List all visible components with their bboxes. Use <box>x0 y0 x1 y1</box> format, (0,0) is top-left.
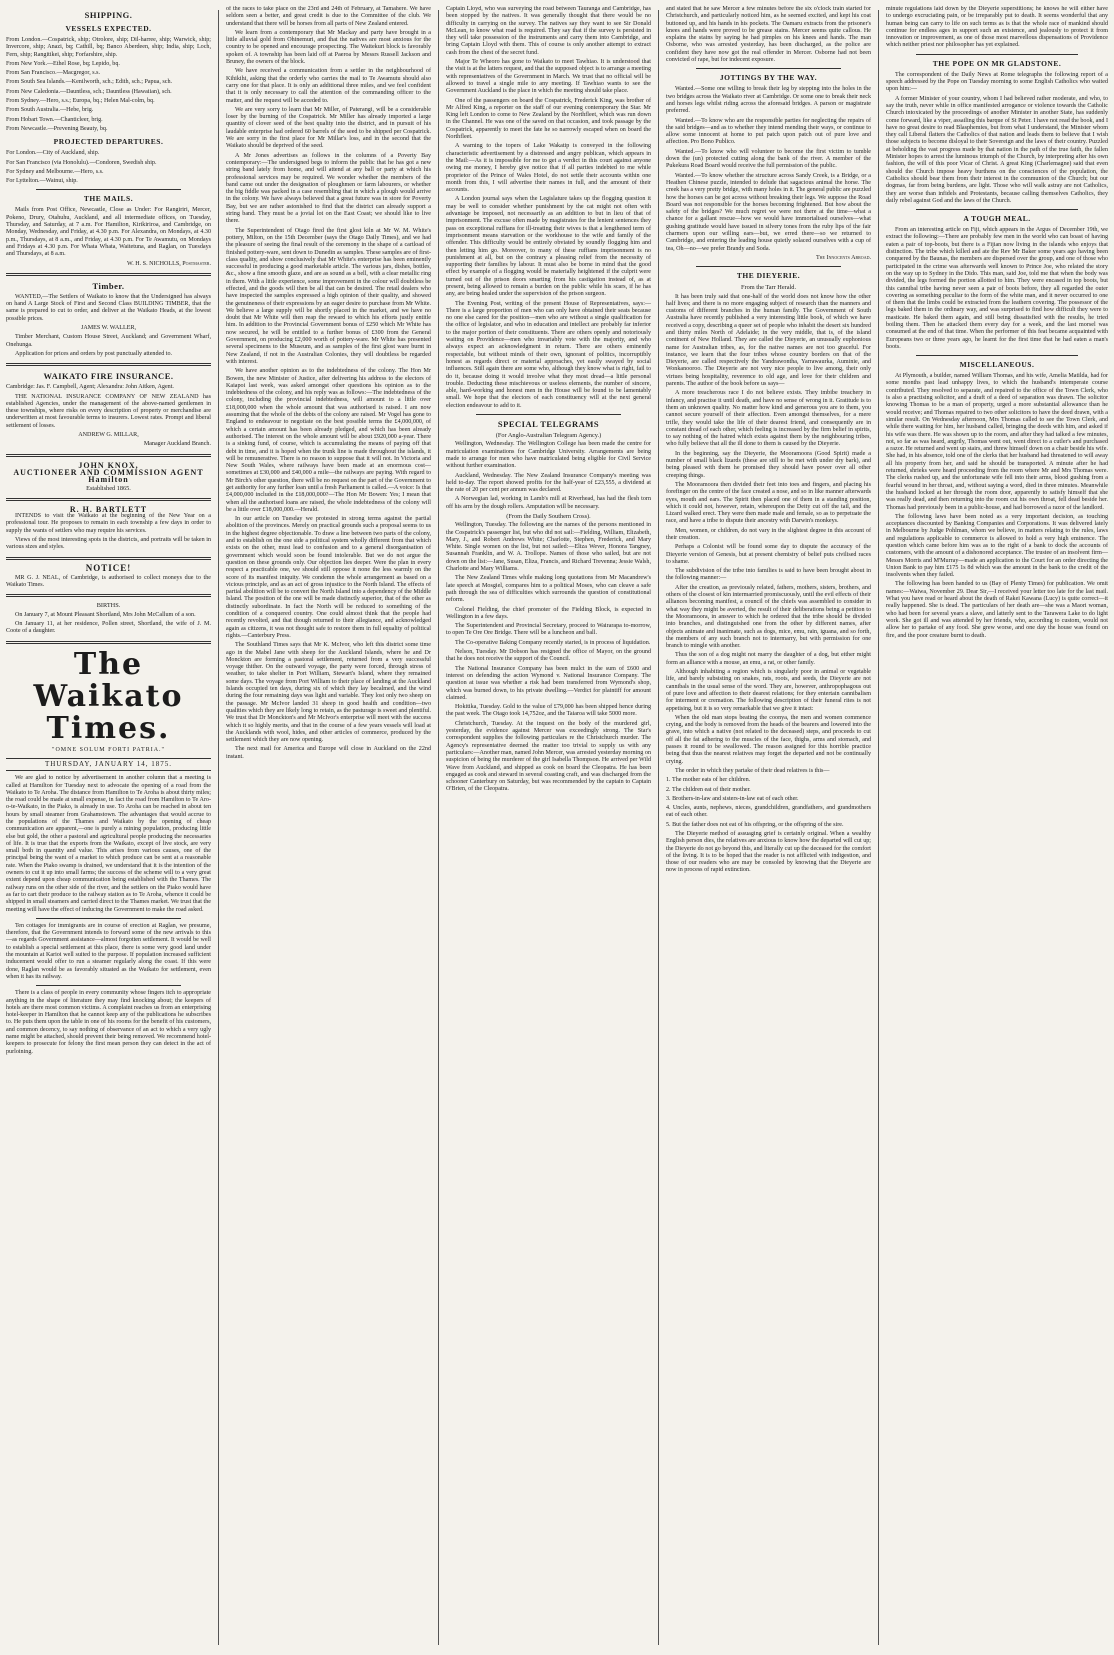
bartlett-text: INTENDS to visit the Waikato at the beginning of the New Year on a professional tour. He proposes to remain in each township a few days in order to supply the wants of settlers who may require his services. <box>6 513 211 534</box>
column-rule <box>658 10 659 1645</box>
article-paragraph: The following laws have been noted as a very important decision, as touching acceptances discounted by Banking Companies and Corporations. It was delivered lately in Melbourne by Judge Pohlman, whom we believe, in matters relating to the rules, laws and regulations applicable to commerce is allowed to hold a very high eminence. The question which came before him was as to the right of a bank to dock the accounts of customers, with the amount of a dishonored acceptance. The trustee of an insolvent firm—Messrs Morris and M'Murray—made an application to the Court for an order directing the Union Bank to pay him £175 1s 8d which was the amount in the bank to the credit of the insolvents when they failed. <box>886 513 1108 579</box>
divider <box>916 209 1078 210</box>
article-paragraph: The Southland Times says that Mr K. McIvor, who left this district some time ago in the Mabel Jane with sheep for the Auckland Islands, where he and Dr Monckton are forming a pastoral settlement, returned from a very successful voyage thither. On the outward voyage, the party were forced, through stress of weather, to take shelter in Port William, Stewart's Island, where they remained some days. The voyage from Port William to their place of landing at the Auckland Islands occupied ten days, during six of which they lay becalmed, and the wind during the four remaining days was light and variable. They lost only two sheep on the passage. Mr McIvor landed 31 sheep in good health and condition—two qualities which they are likely long to retain, as the pasturage is sweet and plentiful. We trust that Dr Monckton's and Mr McIvor's enterprise will meet with the success which it so highly merits, and that in the course of a few years vessels will load at the Aucklands with wool, hides, and other articles of commerce, produced by the settlement which they are now opening. <box>226 642 431 744</box>
column-5 <box>886 6 1108 1649</box>
meal-heading: A TOUGH MEAL. <box>963 214 1031 224</box>
knox-name: JOHN KNOX, <box>78 460 139 470</box>
vessel-line: From South Australia.—Hebe, brig. <box>6 107 94 114</box>
column-rule <box>218 10 219 1645</box>
vessel-line: From San Francisco.—Macgregor, s.s. <box>6 70 101 77</box>
fire-name: ANDREW G. MILLAR, <box>78 431 139 438</box>
departure-line: For Lyttelton.—Wainui, ship. <box>6 178 78 185</box>
telegram-item: The Superintendent and Provincial Secretary, proceed to Wairarapa to-morrow, to open Te Ore Ore Bridge. There will be a luncheon and ball. <box>446 623 651 637</box>
fire-detail: Manager Auckland Branch. <box>143 441 211 448</box>
editorial-paragraph: Ten cottages for immigrants are in course of erection at Raglan, we presume, therefore, that the Government intends to forward some of the new arrivals to this—as regards Government assistance—almost forgotten settlement. It would be well to establish a special settlement at this place, there is some very good land under the mountain at Karioi well suited to the purpose. If population increased sufficient inducement would offer to run a steamer regularly along the coast. If this were done, Raglan would be as favorably situated as the Waikato for settlement, even when it has its railway. <box>6 922 211 980</box>
departure-line: For Sydney and Melbourne.—Hero, s.s. <box>6 168 104 175</box>
column-rule <box>438 10 439 1645</box>
article-paragraph: We have received a communication from a settler in the neighbourhood of Kihikihi, asking that the orderly who carries the mail to Te Awamutu should also carry one for that place. It is only an additional three miles, and we feel confident that it is only necessary to call the attention of the commanding officer to the matter, and the request will be acceded to. <box>226 68 431 104</box>
article-paragraph: and stated that he saw Mercer a few minutes before the six o'clock train started for Christchurch, and particularly noticed him, as he seemed excited, and kept his coat buttoned up, and his hands in his pockets. The Oamaru extracts from the prisoner's knees and hands were proved to be grease stains. Mercer seems quite callous. He explains the stains by saying he had pimples on his knees and hands. The man Osborne, who was arrested yesterday, has been discharged, as the police are confident they have now got the real offender in Mercer. Osborne had not been convicted of rape, but for indecent exposure. <box>666 6 871 64</box>
article-paragraph: The Mooramoora then divided their feet into toes and fingers, and placing his forefinger on the centre of the face created a nose, and so in like manner afterwards eyes, mouth and ears. The Spirit then placed one of them in a standing position, which it could not, however, retain, whereupon the Deity cut off the tail, and the Lizard walked erect. They were then made male and female, so as to perpetuate the race, and have a tribe to dispute their ancestry with Darwin's monkeys. <box>666 481 871 525</box>
bartlett-note: Views of the most interesting spots in the districts, and portraits will be taken in various sizes and styles. <box>6 536 211 551</box>
timber-text: WANTED,—The Settlers of Waikato to know that the Undersigned has always on hand A Large Stock of First and Second Class BUILDING TIMBER, that the same is prepared to cut to order, and deliver at the Waikato Heads, at the lowest possible prices. <box>6 293 211 322</box>
article-paragraph: The order in which they partake of their dead relatives is this— <box>675 767 830 774</box>
departure-line: For San Francisco (via Honolulu).—Condoren, Swedish ship. <box>6 159 157 166</box>
article-paragraph: At Plymouth, a builder, named William Thomas, and his wife, Amelia Matilda, had for some months past lead unhappy lives, to which the husband's intemperate course contributed. They resolved to separate, and repaired to the office of the Town Clerk, who is also a practising solicitor, and a draft of a deed of separation was drawn. The solicitor knowing Thomas to be a man of property, urged a more substantial allowance than he would receive; and Thomas repaired to two other solicitors to have the deed drawn, with a similar result. On Wednesday afternoon, Mrs Thomas called to see the Town Clerk, and while there waiting for him, her husband called, bringing the deeds with him, and asked if his wife was there. He was shown up to the room, and after they had talked a few minutes, not, so far as was heard, angrily, Thomas went out, went direct to a cutler's and purchased a razor. He returned and went up stairs, and threw himself down on a chair beside his wife. She had, in his absence, told one of the clerks that her husband had threatened to will away all his property from her, and said he should be transported. A minute after he had returned, shrieks were heard proceeding from the room where Mr and Mrs Thomas were. The clerks rushed up, and the unfortunate wife fell into their arms, blood gushing from a fearful wound in her throat, and, without saying a word, died in three minutes. Meanwhile the husband locked at her through the room door, apparently to satisfy himself that she was really dead, and then returning into the room cut his own throat, fell dead beside her. Thomas had previously been in a public-house, and had borrowed a razor of the landlord. <box>886 373 1108 511</box>
timber-note: Application for prices and orders by post punctually attended to. <box>15 350 173 357</box>
article-paragraph: Perhaps a Colonist will be found some day to dispute the accuracy of the Dieyerie version of Genesis, but at present chemistry of belief puts civilised races to shame. <box>666 544 871 565</box>
mails-signature: W. H. S. NICHOLLS, Postmaster. <box>127 260 211 267</box>
fire-agents: Cambridge: Jas. F. Campbell, Agent; Alexandra: John Aitken, Agent. <box>6 384 174 391</box>
telegram-item: The National Insurance Company has been mulct in the sum of £600 and interest on defending the action Wymond v. National Insurance Company. The question at issue was whether a risk had been transferred from Wymond's shop, which was burned down, to his private dwelling.—Verdict for plaintiff for amount claimed. <box>446 665 651 701</box>
telegram-item: Wellington, Wednesday. The Wellington College has been made the centre for matriculation examinations for Cambridge University. Arrangements are being made to arrange for men who have matriculated being eligible for Civil Service without further examination. <box>446 441 651 470</box>
list-item: 3. Brothers-in-law and sisters-in-law eat of each other. <box>666 795 799 802</box>
birth-item: On January 11, at her residence, Pollen street, Shortland, the wife of J. M. Coote of a daughter. <box>6 621 211 635</box>
editorial-paragraph: There is a class of people in every community whose fingers itch to appropriate anything in the shape of literature they may find knocking about; the keepers of hotels are there most common victims. A complaint reaches us from an enterprising hotel-keeper in Hamilton that he cannot keep any of the publications he subscribes to. He puts them upon the table in one of his rooms for the benefit of his customers, and common decency, to say nothing of observance of an act to which a very ugly name might be attached, should prevent their being removed. We recommend hotel-keepers to prosecute for felony the first mean person they can detect in the act of purloining. <box>6 990 211 1055</box>
column-2 <box>226 6 431 1649</box>
vessel-line: From New York.—Ethel Rose, bq; Lepido, bq. <box>6 60 120 67</box>
telegram-item: Christchurch, Tuesday. At the inquest on the body of the murdered girl, yesterday, the evidence against Mercer was exceedingly strong. The Star's correspondent supplies the following particulars re the Christchurch murder. The Agency's representative deemed the matter too trivial to supply us with any particulars:—Another man, named John Mercer, was arrested yesterday morning on suspicion of being the murderer of the girl Isabella Thompson. He arrived per Wild Wave from Auckland, and shipped as cook on board the Cleopatra. He has been engaged as cook and steward in several coasting craft, and was discharged from the schooner Canterbury on Saturday, but was recommended by the captain to Captain O'Brien, of the Cleopatra. <box>446 720 651 793</box>
fire-heading: WAIKATO FIRE INSURANCE. <box>43 371 174 382</box>
vessel-line: From Newcastle.—Prevening Beauty, bq. <box>6 125 108 132</box>
vessel-line: From Sydney.—Hero, s.s.; Europa, bq.; Helen Mal-colm, bq. <box>6 98 155 105</box>
article-paragraph: A former Minister of your country, whom I had believed rather moderate, and who, to say the truth, never while in office manifested arrogance or violence towards the Catholic Church intoxicated by the proceedings of another Minister in another State, has suddenly come forward, like a viper, assailing this barque of St Peter. I have not read the book, and I have no great desire to read Blasphemies, but from what I understand, the Minister whom they call Liberal flatters the Catholics of that nation and leads them to believe that I wish those subjects to become disloyal to their Sovereign and the laws of their country. Puzzled at beholding the vast progress made by that nation in the path of the true faith, the fallen Minister hopes to arrest the luminous triumph of the Church, by interpreting after his own fashion, the will of this poor Vicar of Christ. A great King (Charlemagne) said that even should the Church impose heavy burthens on the consciences of the population, the Catholics should bear them from their interest in the communion of the Church; but our dogmas, far from being burdens, are light. Those who will walk astray are not Catholics, they are worse than infidels and Protestants, because calling themselves Catholics, they daily rebel against God and the laws of the Church. <box>886 95 1108 204</box>
misc-heading: MISCELLANEOUS. <box>959 360 1035 370</box>
divider <box>36 918 181 919</box>
column-1 <box>6 6 211 1649</box>
fire-text: THE NATIONAL INSURANCE COMPANY OF NEW ZEALAND has established Agencies, under the management of the above-named gentlemen in these townships, where risks on every description of property or merchandise are underwritten at most favourable terms to insurers. Lowest rates. Prompt and liberal settlement of losses. <box>6 393 211 429</box>
article-paragraph: Although inhabiting a region which is singularly poor in animal or vegetable life, and barely subsisting on snakes, rats, roots, and seeds, the Dieyerie are not cannibals in the usual sense of the word. They are, however, anthropophagous out of pure love and affection to their dearest relations; for they entertain cannibalism for interment or cremation. The following description of their funeral rites is not appetising, but it is so very remarkable that we give it intact: <box>666 669 871 712</box>
telegrams-source: (From the Daily Southern Cross). <box>506 513 591 520</box>
article-paragraph: The next mail for America and Europe will close in Auckland on the 22nd instant. <box>226 746 431 760</box>
article-paragraph: of the races to take place on the 23rd and 24th of February, at Tamahere. We have seldom seen a better, and great credit is due to the Committee of the club. We understand that there will be horses from all parts of New Zealand entered. <box>226 6 431 27</box>
article-paragraph: We learn from a contemporary that Mr Mackay and party have brought in a little alluvial gold from Ohinemuri, and that the natives are most anxious for the country to be opened and encourage prospecting. The Waitekuri block is favorably spoken of. A township has been laid off at Paeroa by Messrs Russell Jackson and Bruney, the owners of the block. <box>226 29 431 66</box>
article-paragraph: In our article on Tuesday we protested in strong terms against the partial abolition of the provinces. Merely on practical grounds such a proposal seems to us in the highest degree objectionable. To draw a line between two parts of the colony, and to establish on the one side a political system wholly different from that which exists on the other, must lead to confusion and to a general disorganisation of government which would soon be found intolerable. But we do not argue the question on these grounds only. Our objection lies deeper. Were the plan in every respect a practicable one, we should still oppose it none the less warmly on the score of its manifest iniquity. We condemn the whole arrangement as based on a vicious principle, and as an act of gross injustice to the North Island. The effects of partial abolition will be to convert the North Island into a dependency of the Middle Island. The position of the one will be made distinctly superior, that of the other as distinctly subordinate. In fact the North will be reduced to something of the condition of a conquered country. One could almost think that the people had recently revolted, and that though returned to their allegiance, and acknowledged again as citizens, it was not thought safe to restore them in full equality of political rights.—Canterbury Press. <box>226 516 431 639</box>
article-paragraph: One of the passengers on board the Cospatrick, Frederick King, was brother of Mr Alfred King, a reporter on the staff of our evening contemporary the Star. Mr King left London to come to New Zealand by the Northfleet, which was run down in the Channel. He was one of the saved on that occasion, and took passage by the Cospatrick, apparently to meet the fate he so narrowly escaped when on board the Northfleet. <box>446 97 651 141</box>
timber-name: JAMES W. WALLER, <box>80 325 137 332</box>
jotting-item: Wanted.—To know whether the structure across Sandy Creek, is a Bridge, or a Heathen Chinese puzzle, intended to delude that sagacious animal the horse. The creek has a very pretty bridge, with many holes in it. The general public are puzzled how the horses can be got across without breaking their legs. We suppose the Road Board was not responsible for the horses becoming frightened. But how about the safety of the bridges? We much regret we were not there at the time—what a chance for a gallant rescue—how we would have immortalised ourselves—what gushing gratitude would have issued in silvery tones from the ruby lips of the fair charmers upon our willing ears—but, we erred there—so we returned to Cambridge, and entering the leading house quietly solaced ourselves with a cup of tea, Oh—no—we prefer Brandy and Soda. <box>666 172 871 252</box>
article-paragraph: The subdivision of the tribe into families is said to have been brought about in the following manner:— <box>666 568 871 582</box>
knox-est: Established 1865. <box>86 485 131 493</box>
article-paragraph: The Dieyerie method of assuaging grief is certainly original. When a wealthy English person dies, the relatives are anxious to know how the departed will cut up; the Dieyerie do not go beyond this, and literally cut up the deceased for the comfort of the living. It is to be hoped that the reader is not afflicted with indigestion, and those of our readers who are may be consoled by knowing that the Dieyerie are now in process of rapid extinction. <box>666 830 871 874</box>
jotting-item: Wanted.—To know who are the responsible parties for neglecting the repairs of the said bridges—and as to whether they intend mending their ways, or continue to allow some innocent at home to put patch upon patch out of pure love and affection. Pro Bono Publico. <box>666 117 871 146</box>
article-paragraph: It has been truly said that one-half of the world does not know how the other half lives; and there is no more engaging subject of research than the manners and customs of different branches in the human family. The Government of South Australia have recently published a very interesting little book, of which we have received a copy, describing a queer set of people who inhabit the desert six hundred and thirty miles North of Adelaide; in the very middle, that is, of the island continent of New Holland. They are called the Dieyerie, an unusually euphonious name for Australian tribes, as, for the native names are not too graceful. For instance, we learn that the four tribes whose country borders on that of the Dieyerie, are called respectively the Yandrawontha, Yarrawaurka, Auminie, and Wonkanooroo. The Dieyerie are not very nice people to live among, their only virtues being hospitality, reverence to old age, and love for their children and parents. The author of the book before us says— <box>666 293 871 388</box>
article-paragraph: A Mr Jones advertises as follows in the columns of a Poverty Bay contemporary:—The undersigned begs to inform the public that he has got a new string band lately from home, and will attend at any ball or party at which his professional services may be required. We wonder whether the members of the band came out under the designation of ploughmen or farm labourers, or whether the big fiddle was packed in a case resembling that in which a plough would arrive in the colony. We have always believed that a great future was in store for Poverty Bay, but we are rather astonished to find that the district can already support a string band. They must be a jovial lot on the East Coast; we should like to live there. <box>226 152 431 225</box>
divider <box>6 363 211 366</box>
masthead-motto: "OMNE SOLUM FORTI PATRIA." <box>52 746 165 753</box>
article-paragraph: The Superintendent of Otago fired the first glost kiln at Mr W. M. White's pottery, Milton, on the 15th December (says the Otago Daily Times), and we had the pleasure of seeing the final result of the ceremony in the shape of a cartload of finished pottery-ware, sent down to Dunedin as samples. These samples are of first-class quality, and show conclusively that Mr White's enterprise has been eminently successful in producing a good marketable article. The various jars, dishes, bottles, &c., show a fine smooth glaze, and are as sound as a bell, with a clear metallic ring in them. With a little experience, some improvement in the colour will doubtless be effected, and the goods will then be all that can be desired. The retail dealers who have inspected the samples expressed a high opinion of their quality, and showed the genuineness of their expressions by an eager desire to purchase from Mr White. We believe a large supply will be shortly placed in the market, and we have no doubt that Mr White will then reap the reward to which his efforts justly entitle him. In addition to the Provincial Government bonus of £250 which Mr White has now secured, he will be entitled to a further bonus of £300 from the General Government, on producing £2,000 worth of pottery-ware. Mr White has presented several specimens to the Museum, and as samples of the first glost ware burnt in New Zealand, if not in the Australian Colonies, they will doubtless be regarded with interest. <box>226 227 431 365</box>
dieyerie-source: From the Tarr Herald. <box>740 284 797 292</box>
mails-heading: THE MAILS. <box>83 194 134 204</box>
article-paragraph: A warning to the topers of Lake Wakatip is conveyed in the following characteristic advertisement by a distressed and angry publican, which appears in the Mail:—As it is impossible for me to get a verdict in this court against anyone owing me money, I hereby give notice that if all parties indebted to me while proprietor of the Prince of Wales Hotel, do not settle their accounts within one month from this, I will advertise their names in full, and the amount of their accounts. <box>446 143 651 194</box>
list-item: 1. The mother eats of her children. <box>666 777 751 784</box>
divider <box>36 189 181 190</box>
divider <box>36 985 181 986</box>
article-paragraph: Major Te Wheoro has gone to Waikato to meet Tawhiao. It is understood that the visit is at the latters request, and that the supposed object is to arrange a meeting with representatives of the Government in March. We trust that no official will be allowed to travel a single mile to any meeting. If Tawhiao wants to see the Government Auckland is the place in which the meeting should take place. <box>446 59 651 95</box>
divider <box>696 68 841 69</box>
divider <box>6 557 211 560</box>
telegram-item: The New Zealand Times while making long quotations from Mr Macandrew's late speech at Mosgiel, compares him to a political Moses, who can cleave a safe path through the sea of difficulties which surrounds the question of constitutional reform. <box>446 575 651 604</box>
list-item: 2. The children eat of their mother. <box>666 786 751 793</box>
article-paragraph: We are very sorry to learn that Mr Miller, of Paterangi, will be a considerable loser by the burning of the Cospatrick. Mr Miller has already imported a large quantity of clover seed of the best quality into the district, and in pursuit of his laudable enterprise had ordered 60 barrels of the seed to be shipped per Cospatrick. We are sorry in the first place for Mr Millar's loss, and in the second that the Waikato should be deprived of the seed. <box>226 106 431 150</box>
knox-place: Hamilton <box>88 475 129 485</box>
article-paragraph: When the old man stops beating the coonya, the men and women commence crying, and the body is removed from the heads of the bearers and lowered into the grave, into which a native (not related to the deceased) steps, and proceeds to cut off all the fat adhering to the muscles of the face, thighs, arms and stomach, and passes it round to be swallowed. The reason assigned for this horrible practice being that thus the nearest relatives may forget the departed and not be continually crying. <box>666 714 871 765</box>
masthead-title: The Waikato Times. <box>33 646 184 746</box>
telegram-item: Colonel Fielding, the chief promoter of the Fielding Block, is expected in Wellington in a few days. <box>446 606 651 620</box>
departure-line: For London.—City of Auckland, ship. <box>6 150 100 157</box>
article-paragraph: We have another opinion as to the indebtedness of the colony. The Hon Mr Bowen, the new Minister of Justice, after delivering his address to the electors of Kaiapoi last week, was asked amongst other questions his opinion as to the indebtedness of the colony, and his reply was as follows:—The indebtedness of the colony, including the provincial indebtedness, will amount to a little over £18,000,000 when the whole amount that was authorised is raised. I am now assuming that the whole of the debts of the colony are raised. Mr Vogel has gone to England to endeavour to negotiate on the best possible terms the £4,000,000, of which a certain amount has been already pledged, and which has been already authorised. The interest on the whole amount will be about £920,000 a-year. There is a sinking fund, of course, which is accumulating the means of paying off that debt in time, and it is hoped when the trunk line is made throughout the islands, it will be remunerative. There is no reason to suppose that it will not. In Victoria and New South Wales, where railways have been made at an enormous cost—sometimes at £30,000 and £40,000 a mile—the railways are paying. With regard to Mr Birch's other question, there will be no request on the part of the Government to get authority for any further loan until a fresh Parliament is called.—A voice: Is that £4,000,000 included in the £18,000,000?—The Hon Mr Bowen: Yes; I mean that when all the authorised loans are raised, the whole indebtedness of the colony will be a little over £18,000,000.—Herald. <box>226 368 431 513</box>
mails-text: Mails from Post Office, Newcastle, Close as Under: For Rangiriri, Mercer, Pokeno, Drury, Otahuhu, Auckland, and all intermediate offices, on Tuesday, Thursday, and Saturday, at 7 a.m. For Hamilton, Kirikiriroa, and Cambridge, on Monday, Wednesday, and Friday, at 4.30 p.m. For Alexandra, on Mondays, at 4.30 p.m., Thursdays, at 8 a.m., and Friday, at 4.30 p.m. For Te Awamutu, on Mondays and Fridays at 4.30 p.m. For Whata Whata, Waitetuna, and Raglan, on Tuesdays and Thursdays, at 8 a.m. <box>6 207 211 258</box>
article-paragraph: A more treacherous race I do not believe exists. They imbibe treachery in infancy, and practise it until death, and have no sense of wrong in it. Gratitude is to them an unknown quality. No matter how kind and generous you are to them, you cannot secure yourself of their affection. Even amongst themselves, for a mere trifle, they would take the life of their dearest friend, and consequently are in constant dread of each other, which feeling is increased by the firm belief in spirits, to say nothing of the hatred which exists against them by the neighbouring tribes, who fully believe that all the ill done to them is caused by the Dieyerie. <box>666 390 871 448</box>
telegrams-subheading: (For Anglo-Australian Telegram Agency.) <box>495 432 602 440</box>
divider <box>696 266 841 267</box>
vessels-heading: VESSELS EXPECTED. <box>65 24 152 33</box>
divider <box>6 594 211 597</box>
departures-heading: PROJECTED DEPARTURES. <box>53 137 164 147</box>
telegram-item: Nelson, Tuesday. Mr Dobson has resigned the office of Mayor, on the ground that he does not receive the support of the Council. <box>446 649 651 663</box>
dieyerie-heading: THE DIEYERIE. <box>736 271 801 281</box>
article-paragraph: In the beginning, say the Dieyerie, the Mooramoora (Good Spirit) made a number of small black lizards (these are still to be met with under dry bark), and being pleased with them he promised they should have power over all other creeping things. <box>666 450 871 479</box>
knox-line: AUCTIONEER AND COMMISSION AGENT <box>13 467 204 477</box>
telegram-item: Hokitika, Tuesday. Gold to the value of £79,000 has been shipped hence during the past week. The Otago took 14,752oz, and the Taiaroa will take 5000 more. <box>446 704 651 718</box>
divider <box>6 498 211 501</box>
masthead-date: THURSDAY, JANUARY 14, 1875. <box>6 758 211 771</box>
column-3 <box>446 6 651 1649</box>
article-paragraph: A London journal says when the Legislature takes up the flogging question it may be well to consider whether punishment by the cat might not often with advantage be imposed, not necessarily as an addition to but in lieu of that of imprisonment. The excuse often made by magistrates for the lenient sentences they pass on exceptional ruffians for ill-treating their wives is that a lengthened term of imprisonment means starvation or the workhouse to the wife and family of the offender. This difficulty would be entirely obviated by soundly flogging him and then letting him go. Moreover, to many of these ruffians imprisonment is no punishment at all, but on the contrary a pleasing relief from the necessity of supporting their families by labour. It must also be borne in mind that the good effect by example of a flogging would be materially heightened if the culprit were turned out of the prison doors smarting from his castigation instead of, as at present, being allowed to remain a burden on the public while his scars, if he has any, are being healed under the supervision of the prison surgeon. <box>446 196 651 298</box>
births-heading: BIRTHS. <box>96 602 121 610</box>
birth-item: On January 7, at Mount Pleasant Shortland, Mrs John McCallum of a son. <box>15 611 196 618</box>
telegram-item: A Norwegian lad, working in Lamb's mill at Riverhead, has had the flesh torn off his arm by the dough rollers. Amputation will be necessary. <box>446 496 651 510</box>
article-paragraph: The correspondent of the Daily News at Rome telegraphs the following report of a speech addressed by the Pope on Tuesday morning to some English Catholics who waited upon him:— <box>886 71 1108 93</box>
article-paragraph: Captain Lloyd, who was surveying the road between Tauranga and Cambridge, has been stopped by the natives. It was generally thought that there would be no difficulty in carrying on the survey. The natives say they want to see Sir Donald McLean, to know what road is required. They say that if the survey is persisted in they will take possession of the instruments and carry them into Cambridge, and bring Captain Lloyd with them. This of course is only another attempt to extract cash from the chest of the secret fund. <box>446 6 651 56</box>
divider <box>476 414 621 415</box>
article-paragraph: After the creation, as previously related, fathers, mothers, sisters, brothers, and others of the closest of kin intermarried promiscuously, until the evil effects of their alliances becoming manifest, a council of the chiefs was assembled to consider in what way they might be averted, the result of their deliberations being a petition to the Mooramoora, in answer to which he ordered that the tribe should be divided into branches, and distinguished one from the other by different names, after objects animate and inanimate, such as dogs, mice, emu, rain, iguana, and so forth, the members of any such branch not to intermarry, but with permission for one branch to mingle with another. <box>666 584 871 650</box>
divider <box>916 54 1078 55</box>
divider <box>6 454 211 457</box>
jottings-heading: JOTTINGS BY THE WAY. <box>719 73 818 83</box>
notice-text: MR G. J. NEAL, of Cambridge, is authorised to collect moneys due to the Waikato Times. <box>6 574 211 589</box>
jottings-signature: The Innocents Abroad. <box>815 254 871 261</box>
article-paragraph: The following has been handed to us (Bay of Plenty Times) for publication. We omit names:—Waiwa, November 29. Dear Sir,—I received your letter too late for the last mail. What you have read or heard about the death of Rakei Kawana (Lucy) is quite correct—it really happened. She is dead. The particulars of her death are—she was a Maori woman, who had been for several years a slave, and latterly sent to the Tarawera Lake to do light work. She got ill and was attended by her friends, who, according to custom, would not allow her to partake of any food. She grew worse, and one day the house was found on fire, and the poor creature burnt to death. <box>886 581 1108 639</box>
telegrams-heading: SPECIAL TELEGRAMS <box>497 419 600 430</box>
column-rule <box>878 10 879 1645</box>
telegram-item: Wellington, Tuesday. The following are the names of the persons mentioned in the Cospatrick's passenger list, but who did not sail:—Fielding, William, Elizabeth, Mary, J., and Robert Andrews White; Charlotte, Stephen, Frederick, and Mary White. Single women on the list, but not sailed:—Eliza Wever, Honora Tangney, Susannah Franklin, and W. A. Trollope. Names of those who sailed, but are not down on the list:—Jane, Susan, Eliza, Francis, and Richard Trevenna; Jessie Walsh, Charlotte and Mary Williams. <box>446 522 651 573</box>
vessel-line: From London.—Cospatrick, ship; Otrolore, ship; Dil-harree, ship; Warwick, ship; Invercore, ship; Anazi, bq; Cathill, bq; Banco Aberdeen, ship; India, ship; Loch, Fern, ship; Rangitikei, ship; Forfarshire, ship. <box>6 37 211 58</box>
bartlett-name: R. H. BARTLETT <box>69 504 148 514</box>
article-paragraph: Men, women, or children, do not vary in the slightest degree in this account of their creation. <box>666 527 871 541</box>
vessel-line: From New Caledonia.—Dauntless, sch.; Dauntless (Hawaiian), sch. <box>6 88 172 95</box>
list-item: 5. But the father does not eat of his offspring, or the offspring of the sire. <box>666 821 844 828</box>
column-4 <box>666 6 871 1649</box>
divider <box>6 641 211 644</box>
divider <box>916 355 1078 356</box>
jotting-item: Wanted.—To know who will volunteer to become the first victim to tumble down the (un) protected cutting along the bank of the river. A member of the Pukekura Road Board would receive the full permission of the public. <box>666 148 871 170</box>
article-paragraph: Thus the son of a dog might not marry the daughter of a dog, but either might form an alliance with a mouse, an emu, a rat, or other family. <box>666 652 871 666</box>
vessel-line: From Hobart Town.—Chanticleer, brig. <box>6 116 103 123</box>
article-paragraph: The Evening Post, writing of the present House of Representatives, says:—There is a large proportion of men who can only have obtained their seats because no one else cared for the position—men who are without a single qualification for the office of legislator, and who in education and intellect are probably far inferior to the major portion of their constituents. There are others openly and notoriously waiting on Providence—men who invariably vote with the majority, and who always expect an acknowledgment in return. There are others eminently respectable, but without minds of their own, ignorant of politics, incorruptibly honest as regards direct or material approaches, yet easily swayed by social influences. Still again there are some who, although they know what is right, fail to do it, because doing it would involve what they most dread—a little personal trouble. Deducting these mischievous or useless elements, the number of sincere, able, hard-working and honest men in the House will be found to be lamentably small. We hope that the electors of each constituency will at the next general election endeavour to add to it. <box>446 300 651 409</box>
shipping-heading: SHIPPING. <box>84 10 133 20</box>
jotting-item: Wanted.—Some one willing to break their leg by stepping into the holes in the two bridges across the Waikato river at Cambridge. Or some one to break their neck and horses legs whilst riding across the aforesaid bridges. A parson or magistrate preferred. <box>666 86 871 115</box>
timber-detail: Timber Merchant, Custom House Street, Auckland; and Government Wharf, Onehunga. <box>6 334 211 348</box>
article-paragraph: minute regulations laid down by the Dieyerie superstitions; he knows he will either have to undergo excruciating pain, or be irreparably put to death. It seems wonderful that any human being can carry to life on such terms as is that the whole race of mankind should continue for endless ages in support such an existence, and jealously to protect it from innovation or improvement, as one of those most marvellous dispensations of Providence which neither priest nor philosopher has yet explained. <box>886 6 1108 49</box>
list-item: 4. Uncles, aunts, nephews, nieces, grandchildren, grandfathers, and grandmothers eat of each other. <box>666 805 871 819</box>
notice-heading: NOTICE! <box>85 562 132 573</box>
telegram-item: The Co-operative Baking Company recently started, is in process of liquidation. <box>455 639 651 646</box>
divider <box>6 273 211 276</box>
timber-heading: Timber. <box>92 280 125 291</box>
editorial-paragraph: We are glad to notice by advertisement in another column that a meeting is called at Hamilton for Tuesday next to advocate the opening of a road from the Waikato to Te Aroha. The distance from Hamilton to Te Aroha is about thirty miles; the road could be made at small expense, in fact the road from Hamilton to Te Aro-o-te-Waikato, in the Piako, is already in use. To Aroha can be reached in about ten hours by small steamer from Grahamstown. The advantages that would accrue to the populations of the Thames and Waikato by the opening of cheap communication are apparent,—one is purely a mining population, producing little else but gold, the other a pastoral and agricultural people producing the necessaries of life. It is true that the exports from the Waikato, except of live stock, are very small both in quantity and value. This arises from various causes, one of the principal being the want of a market to which produce can be sent at a reasonable rate. When the Piako swamp is drained, we understand that it is the intention of the owners to cut it up into small farms; the success of the scheme will to a very great extent depend upon cheap communication being established with the Thames. The railway runs on the other side of the river, and the settlers on the Piako would have as far to cart their produce to the railway station as to Te Aroha, whence it could be shipped in small steamers and carried direct to the Thames market. We trust that the meeting will have the effect of inducing the Government to make the road asked. <box>6 775 211 913</box>
vessel-line: From South Sea Islands.—Kenilworth, sch.; Edith, sch.; Papua, sch. <box>6 79 173 86</box>
pope-heading: THE POPE ON MR GLADSTONE. <box>932 58 1062 68</box>
telegram-item: Auckland, Wednesday. The New Zealand Insurance Company's meeting was held to-day. The report showed profits for the half-year of £23,555, a dividend at the rate of 20 per cent per annum was declared. <box>446 472 651 494</box>
article-paragraph: From an interesting article on Fiji, which appears in the Argus of December 19th, we extract the following:—There are probably few men in the world who can boast of having eaten a pair of top-boots, but there is a Fijian now living in the islands who enjoys that distinction. The tribe which killed and ate the Rev Mr Baker some years ago having been conquered by the Baunas, the members are dispersed over the group, and one of those who participated in the crime was afterwards well known to Prince Joe, who related the story on the way up to Sydney in the Dido. This man, said Joe, told me that when the body was divided, the legs formed the portion allotted to him. They were encased in top boots, but this cannibal tribe having never seen a pair of boots before, they all regarded the outer covering as something peculiar to the form of the white man, and it never occurred to one of them that the limbs could be extracted from the leathern covering. The possessor of the legs baked them in the ordinary way, and was surprised to find how difficult they were to masticate. He baked them again, and still being dissatisfied with the results, he tried boiling them. Then he attacked them every day for a week, and the last morsel was consumed at the end of that time. When the performer of this feat became acquainted with Europeans two or three years ago, he learnt for the first time that he had eaten a man's boots. <box>886 227 1108 350</box>
